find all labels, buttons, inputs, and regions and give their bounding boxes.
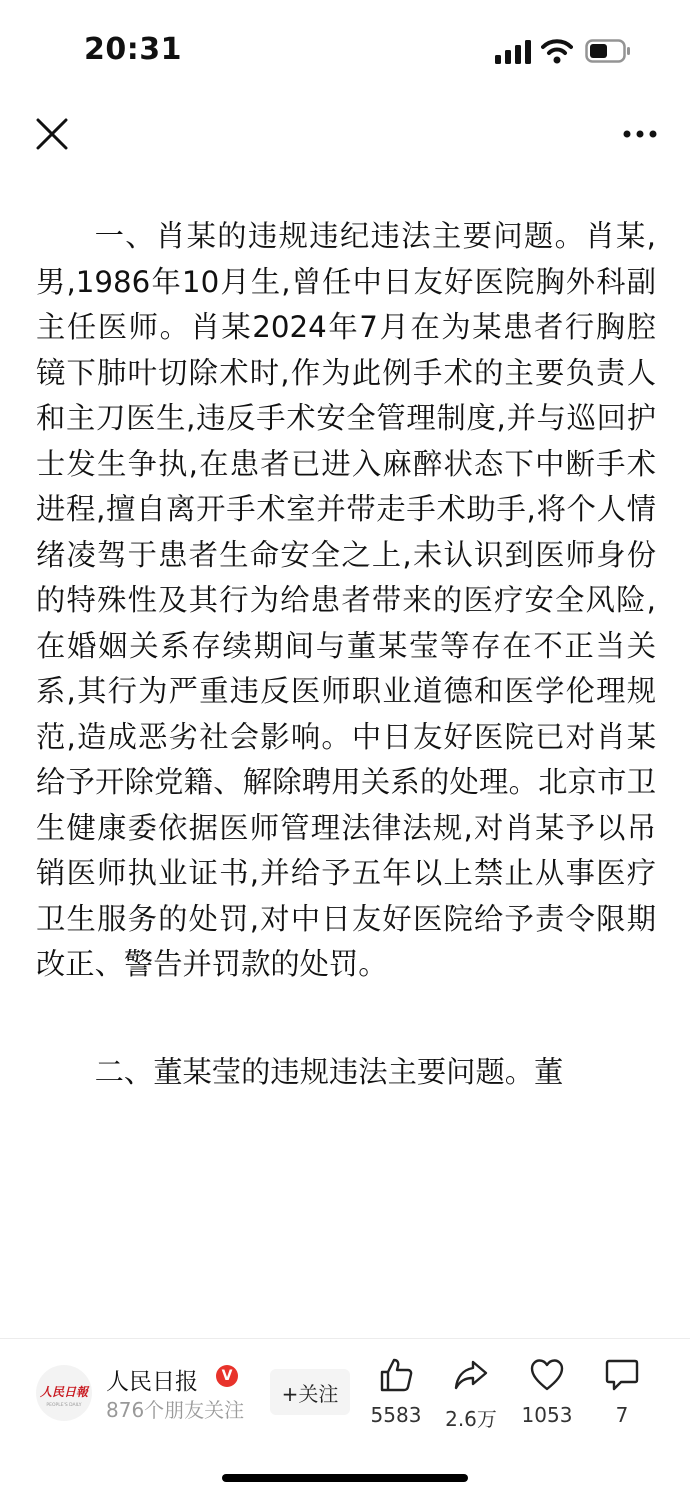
more-icon[interactable] [620,114,660,154]
article-paragraph: 二、董某莹的违规违法主要问题。董 [94,1054,564,1089]
status-bar [0,0,690,100]
like-icon [378,1357,414,1393]
comment-icon [604,1357,640,1393]
share-icon [453,1357,489,1393]
heart-icon [529,1357,565,1393]
like-count: 5583 [370,1403,422,1427]
battery-icon [585,39,631,63]
signal-icon [495,40,531,64]
publisher-avatar[interactable] [36,1365,92,1421]
share-count: 2.6万 [445,1407,497,1431]
wifi-icon [541,38,573,64]
like-button[interactable] [356,1357,436,1431]
verified-badge-icon: V [216,1365,238,1387]
close-icon[interactable] [32,114,72,154]
bottom-action-bar [0,1338,690,1497]
status-time: 20:31 [84,32,182,67]
article-body [36,214,656,1338]
follower-count: 876个朋友关注 [106,1398,245,1422]
comment-count: 7 [615,1403,629,1427]
follow-button[interactable]: +关注 [270,1369,350,1415]
share-button[interactable] [431,1357,511,1431]
comment-button[interactable] [582,1357,662,1431]
publisher-logo-icon [36,1365,92,1421]
favorite-count: 1053 [521,1403,573,1427]
home-indicator[interactable] [222,1474,468,1482]
favorite-button[interactable] [507,1357,587,1431]
nav-bar [0,100,690,170]
article-paragraph: 一、肖某的违规违纪违法主要问题。肖某,男,1986年10月生,曾任中日友好医院胸外科副主任医师。肖某2024年7月在为某患者行胸腔镜下肺叶切除术时,作为此例手术的主要负责人和主刀医生,违反手术安全管理制度,并与巡回护士发生争执,在患者已进入麻醉状态下中断手术进程,擅自离开手术室并带走手术助手,将个人情绪凌驾于患者生命安全之上,未认识到医师身份的特殊性及其行为给患者带来的医疗安全风险,在婚姻关系存续期间与董某莹等存在不正当关系,其行为严重违反医师职业道德和医学伦理规范,造成恶劣社会影响。中日友好医院已对肖某给予开除党籍、解除聘用关系的处理。北京市卫生健康委依据医师管理法律法规,对肖某予以吊销医师执业证书,并给予五年以上禁止从事医疗卫生服务的处罚,对中日友好医院给予责令限期改正、警告并罚款的处罚。 [36,219,656,981]
publisher-name[interactable]: 人民日报 [106,1369,198,1395]
logo-text: 人民日報 [39,1385,89,1399]
logo-subtext: PEOPLE'S DAILY [46,1403,82,1408]
